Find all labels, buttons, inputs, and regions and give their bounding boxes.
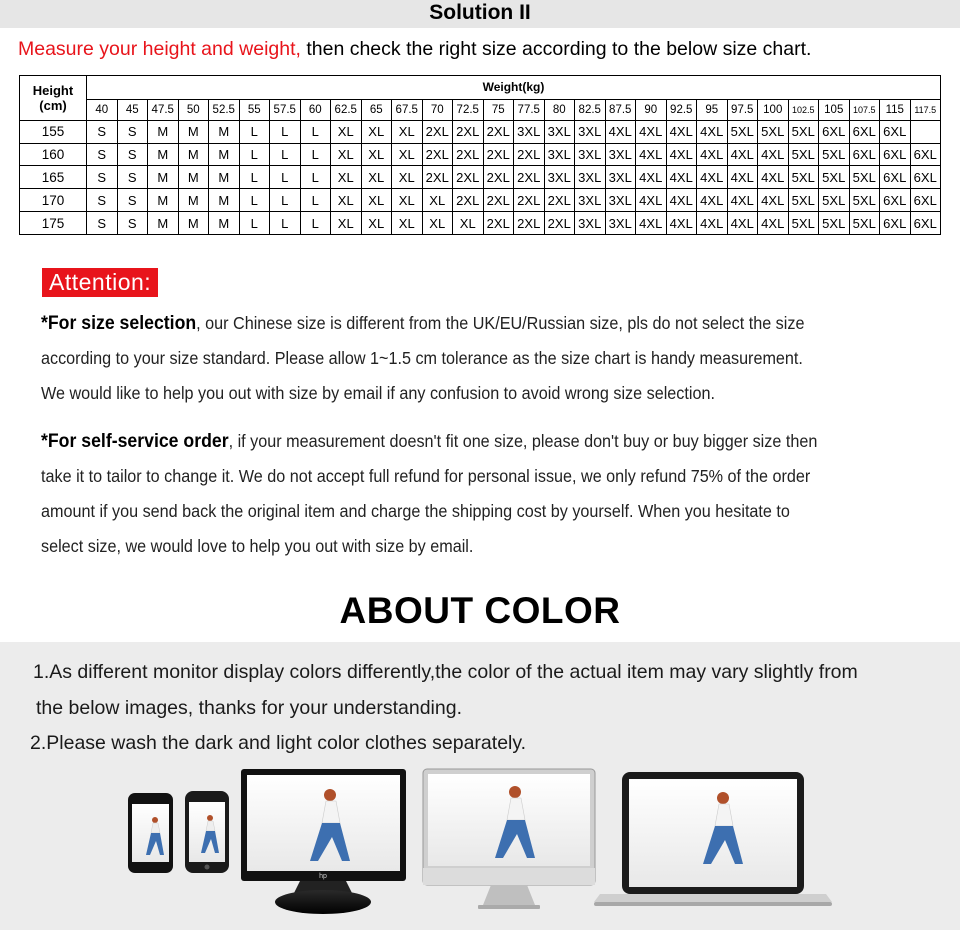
size-cell: XL [422,212,453,235]
size-cell: S [117,189,148,212]
size-cell: 4XL [636,189,667,212]
size-cell: L [270,120,301,143]
size-cell: 6XL [880,212,911,235]
size-cell: 4XL [727,212,758,235]
size-cell: 2XL [453,143,484,166]
size-cell: 5XL [727,120,758,143]
size-cell: 2XL [453,166,484,189]
size-cell: M [148,212,179,235]
size-cell: M [209,143,240,166]
weight-value: 70 [422,99,453,120]
size-cell: 4XL [697,120,728,143]
size-cell: XL [453,212,484,235]
size-cell: S [87,120,118,143]
size-cell: 2XL [544,212,575,235]
weight-value: 77.5 [514,99,545,120]
size-cell: 6XL [880,120,911,143]
table-row [20,120,941,143]
size-cell: M [178,166,209,189]
size-cell: XL [331,120,362,143]
size-cell: 5XL [849,212,880,235]
weight-value: 62.5 [331,99,362,120]
size-cell: 3XL [544,120,575,143]
size-cell: XL [331,212,362,235]
size-cell: M [148,166,179,189]
size-cell: XL [392,143,423,166]
size-cell: 3XL [575,120,606,143]
size-cell: XL [361,189,392,212]
hp-logo: hp [319,873,327,880]
size-cell: 3XL [605,189,636,212]
table-row [20,189,941,212]
weight-value: 40 [87,99,118,120]
size-cell: 2XL [514,166,545,189]
size-cell: L [270,143,301,166]
size-cell: M [209,120,240,143]
size-cell: S [117,143,148,166]
color-note-1-cont: the below images, thanks for your understanding. [36,697,463,719]
size-selection-paragraph [41,306,804,411]
size-selection-text: , our Chinese size is different from the UK/EU/Russian size, pls do not select the size [196,313,805,333]
attention-badge [42,268,158,297]
weight-value: 97.5 [727,99,758,120]
size-cell: 5XL [819,166,850,189]
weight-header: Weight(kg) [87,76,941,100]
size-cell: 3XL [575,212,606,235]
size-cell: 5XL [819,189,850,212]
height-header-line: Height [32,82,74,98]
phone-1-icon [128,793,173,873]
size-cell: M [178,120,209,143]
weight-value: 82.5 [575,99,606,120]
weight-value: 105 [819,99,850,120]
size-cell: M [209,189,240,212]
size-cell: 5XL [849,189,880,212]
size-cell: 6XL [880,166,911,189]
weight-value: 107.5 [849,99,880,120]
size-cell: L [300,166,331,189]
size-cell: 5XL [788,189,819,212]
weight-value: 102.5 [788,99,819,120]
size-cell: 6XL [910,166,941,189]
row-height: 160 [20,143,87,166]
self-service-line-1 [41,424,817,459]
size-selection-line-1 [41,306,804,341]
size-cell: 3XL [544,143,575,166]
size-cell: XL [392,120,423,143]
size-cell: L [239,143,270,166]
self-service-line-3: amount if you send back the original item and charge the shipping cost by yourself. When you hesitate to [41,501,790,521]
size-cell: S [117,212,148,235]
size-cell: S [87,212,118,235]
self-service-bold: *For self-service order [41,431,229,452]
size-cell: L [270,212,301,235]
size-cell: L [239,120,270,143]
self-service-line-4: select size, we would love to help you out with size by email. [41,536,474,556]
size-cell: 4XL [697,189,728,212]
size-cell: 3XL [605,166,636,189]
size-cell: 5XL [788,212,819,235]
size-cell: 2XL [483,189,514,212]
size-cell: 4XL [605,120,636,143]
size-cell: XL [361,120,392,143]
size-cell: 3XL [514,120,545,143]
intro-highlight: Measure your height and weight, [18,38,301,60]
weight-value: 87.5 [605,99,636,120]
size-cell: L [300,212,331,235]
about-color-title: ABOUT COLOR [339,590,621,631]
size-cell: M [178,189,209,212]
size-cell: 2XL [483,166,514,189]
attention-colon: : [144,269,152,295]
size-cell: L [239,212,270,235]
size-cell: L [239,189,270,212]
size-cell: M [209,212,240,235]
size-cell: 4XL [727,189,758,212]
devices-illustration [0,760,960,930]
size-cell: 2XL [514,189,545,212]
size-cell: 3XL [575,166,606,189]
size-cell: 5XL [788,120,819,143]
height-header-line: (cm) [39,97,67,113]
size-cell: 4XL [758,143,789,166]
size-cell: 3XL [605,212,636,235]
weight-value: 60 [300,99,331,120]
size-cell: 3XL [575,189,606,212]
size-cell: 3XL [575,143,606,166]
weight-value: 55 [239,99,270,120]
size-cell: L [239,166,270,189]
phone-2-icon [185,791,229,873]
self-service-line-2: take it to tailor to change it. We do not accept full refund for personal issue, we only refund 75% of the order [41,466,811,486]
size-cell: S [87,143,118,166]
size-cell: 3XL [605,143,636,166]
size-cell: 2XL [483,143,514,166]
size-cell: L [300,120,331,143]
color-note-1: 1.As different monitor display colors differently,the color of the actual item may vary slightly from [33,661,858,683]
size-cell: XL [361,212,392,235]
table-row [20,166,941,189]
imac-icon [423,769,595,909]
size-cell: 6XL [819,120,850,143]
size-cell: 4XL [666,120,697,143]
weight-value: 100 [758,99,789,120]
size-cell: L [300,189,331,212]
page-title: Solution II [429,1,531,24]
size-cell: XL [361,166,392,189]
weight-value: 75 [483,99,514,120]
color-note-2: 2.Please wash the dark and light color clothes separately. [30,732,527,754]
size-cell: XL [392,189,423,212]
size-cell: 4XL [758,189,789,212]
row-height: 165 [20,166,87,189]
row-height: 175 [20,212,87,235]
row-height: 170 [20,189,87,212]
size-cell: 2XL [483,212,514,235]
size-cell: 5XL [788,143,819,166]
size-cell: 4XL [636,120,667,143]
size-cell: 4XL [666,212,697,235]
size-cell: 4XL [727,166,758,189]
weight-value: 52.5 [209,99,240,120]
size-cell: L [300,143,331,166]
weight-value: 80 [544,99,575,120]
weight-value: 50 [178,99,209,120]
self-service-paragraph [41,424,817,564]
size-cell: M [148,120,179,143]
attention-label: Attention [49,269,145,295]
weight-value: 95 [697,99,728,120]
intro-rest: then check the right size according to the below size chart. [300,38,812,60]
size-cell: 2XL [422,166,453,189]
size-cell: 4XL [727,143,758,166]
size-cell: 4XL [666,166,697,189]
size-cell: 4XL [666,143,697,166]
size-cell: 6XL [849,120,880,143]
size-selection-line-2: according to your size standard. Please allow 1~1.5 cm tolerance as the size chart is handy measurement. [41,348,803,368]
size-cell: L [270,166,301,189]
size-cell: 2XL [514,212,545,235]
intro-text [18,38,811,61]
size-cell: XL [361,143,392,166]
size-cell: 2XL [453,120,484,143]
size-cell: 5XL [819,212,850,235]
weight-value: 47.5 [148,99,179,120]
size-cell: 4XL [758,166,789,189]
size-cell: XL [331,143,362,166]
size-cell: 4XL [636,212,667,235]
size-cell: 2XL [422,143,453,166]
size-cell: M [178,212,209,235]
size-cell: 6XL [910,189,941,212]
size-cell: S [117,166,148,189]
size-cell: XL [331,189,362,212]
row-height: 155 [20,120,87,143]
weight-value: 65 [361,99,392,120]
size-cell: S [87,166,118,189]
laptop-icon [594,772,832,906]
size-cell: 5XL [849,166,880,189]
size-cell: 4XL [636,166,667,189]
size-cell: 6XL [880,143,911,166]
size-cell: 5XL [758,120,789,143]
size-cell [910,120,941,143]
weight-value: 67.5 [392,99,423,120]
size-cell: 4XL [697,212,728,235]
size-cell: 6XL [880,189,911,212]
height-header [20,76,87,121]
size-cell: 4XL [636,143,667,166]
weight-value: 57.5 [270,99,301,120]
size-cell: XL [392,212,423,235]
self-service-text: , if your measurement doesn't fit one size, please don't buy or buy bigger size then [228,431,818,451]
size-cell: 2XL [483,120,514,143]
size-cell: M [148,143,179,166]
size-cell: 6XL [849,143,880,166]
size-cell: 6XL [910,212,941,235]
size-cell: 2XL [422,120,453,143]
size-cell: 4XL [697,143,728,166]
weight-value: 72.5 [453,99,484,120]
size-selection-line-3: We would like to help you out with size by email if any confusion to avoid wrong size selection. [41,383,715,403]
size-cell: S [87,189,118,212]
size-cell: 2XL [514,143,545,166]
size-chart-table [19,75,941,235]
size-cell: 4XL [758,212,789,235]
weight-value: 117.5 [910,99,941,120]
size-cell: XL [422,189,453,212]
table-row [20,212,941,235]
table-row [20,143,941,166]
size-cell: XL [331,166,362,189]
size-cell: M [148,189,179,212]
weight-value: 92.5 [666,99,697,120]
size-cell: S [117,120,148,143]
weight-value: 45 [117,99,148,120]
weight-value: 115 [880,99,911,120]
size-cell: L [270,189,301,212]
size-cell: 5XL [819,143,850,166]
size-selection-bold: *For size selection [41,313,197,334]
weight-value: 90 [636,99,667,120]
size-cell: 3XL [544,166,575,189]
size-cell: M [209,166,240,189]
hp-monitor-icon [241,769,406,914]
size-cell: 4XL [666,189,697,212]
size-cell: M [178,143,209,166]
size-cell: 4XL [697,166,728,189]
size-cell: 6XL [910,143,941,166]
size-cell: XL [392,166,423,189]
size-cell: 2XL [544,189,575,212]
size-cell: 2XL [453,189,484,212]
size-cell: 5XL [788,166,819,189]
